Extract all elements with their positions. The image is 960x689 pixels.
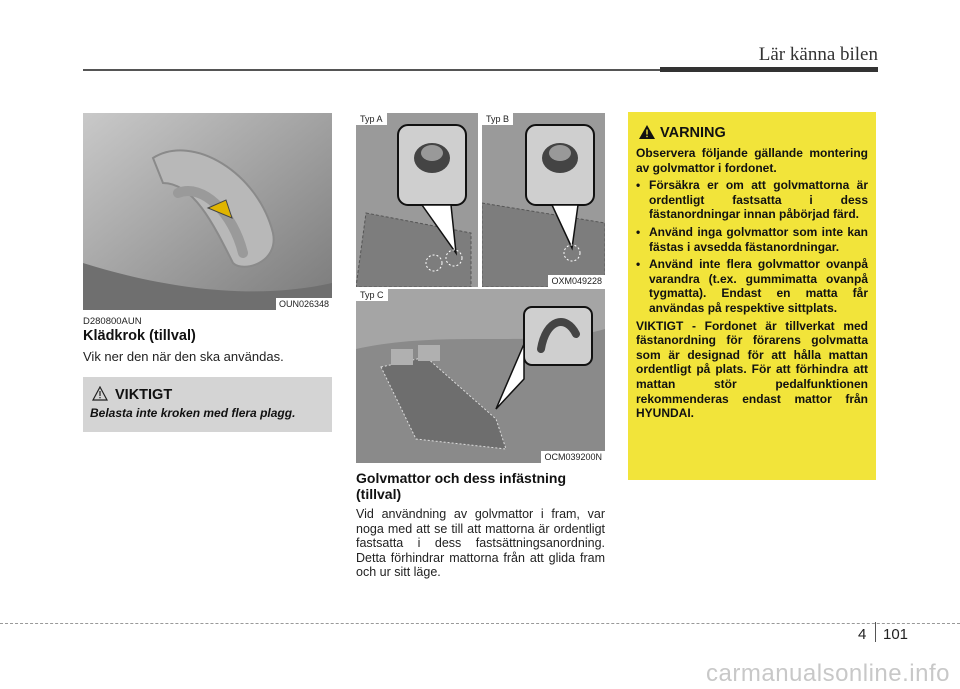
section-heading: Klädkrok (tillval) xyxy=(83,328,196,344)
floor-mats-heading: Golvmattor och dess infästning (tillval) xyxy=(356,470,567,502)
footer-rule xyxy=(0,623,960,624)
warning-title: VARNING xyxy=(660,125,726,141)
warning-bullet: • Använd inga golvmattor som inte kan fästas i avsedda fästanordningar. xyxy=(636,225,868,254)
figure-code: OUN026348 xyxy=(276,298,332,310)
page-number: 101 xyxy=(883,626,909,643)
warning-intro: Observera följande gällande montering av golvmattor i fordonet. xyxy=(636,146,868,175)
type-label: Typ B xyxy=(482,113,513,125)
section-code: D280800AUN xyxy=(83,316,142,327)
mat-anchor-photo-a xyxy=(356,113,478,287)
section-body: Vik ner den när den ska användas. xyxy=(83,349,284,364)
header-rule-accent xyxy=(660,67,878,72)
notice-box xyxy=(83,377,332,432)
coat-hook-illustration xyxy=(83,113,332,310)
notice-title: VIKTIGT xyxy=(115,387,173,403)
chapter-title: Lär känna bilen xyxy=(758,44,878,65)
notice-text: Belasta inte kroken med flera plagg. xyxy=(90,406,296,420)
type-label: Typ C xyxy=(356,289,388,301)
warning-triangle-icon xyxy=(92,386,108,401)
mat-anchor-photo-c xyxy=(356,289,605,463)
warning-triangle-icon xyxy=(638,124,656,140)
page-divider xyxy=(875,622,876,642)
warning-list xyxy=(636,178,868,315)
warning-outro: VIKTIGT - Fordonet är tillverkat med fästanordning för förarens golvmatta som är designad för att hålla mattan ordentligt på plats. För att förhindra att mattan stör pedalfunktionen rekommenderas endast mattor från HYUNDAI. xyxy=(636,318,868,421)
warning-content xyxy=(636,146,868,424)
type-label: Typ A xyxy=(356,113,387,125)
mat-anchor-photo-b xyxy=(482,113,605,287)
coat-hook-photo xyxy=(83,113,332,310)
figure-code: OCM039200N xyxy=(541,451,605,463)
watermark: carmanualsonline.info xyxy=(706,660,950,687)
warning-bullet: • Använd inte flera golvmattor ovanpå varandra (t.ex. gummimatta ovanpå tygmatta). Endast en matta får användas på respektive sittplats. xyxy=(636,257,868,315)
warning-bullet: • Försäkra er om att golvmattorna är ordentligt fastsatta i dess fästanordningar innan påbörjad färd. xyxy=(636,178,868,222)
chapter-number: 4 xyxy=(858,626,867,643)
figure-code: OXM049228 xyxy=(548,275,605,287)
floor-mats-body: Vid användning av golvmattor i fram, var noga med att se till att mattorna är ordentligt fastsatta i dess fastsättningsanordning. Detta förhindrar mattorna från att glida fram och ur sitt läge. xyxy=(356,507,605,579)
